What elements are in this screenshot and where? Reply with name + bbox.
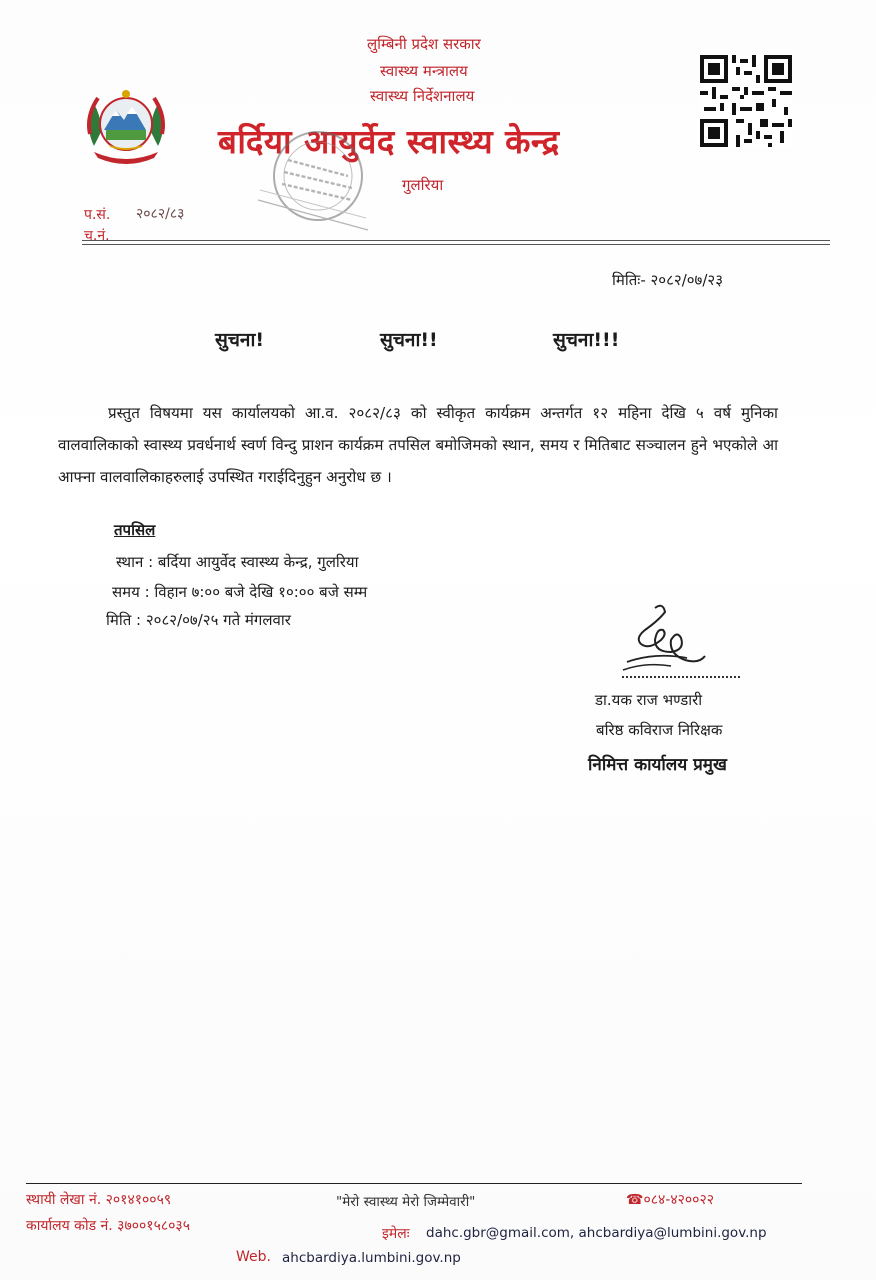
qr-code-icon xyxy=(700,55,792,147)
office-title: बर्दिया आयुर्वेद स्वास्थ्य केन्द्र xyxy=(218,122,560,161)
signatory-role: निमित्त कार्यालय प्रमुख xyxy=(588,755,727,775)
notice-title-3: सुचना!!! xyxy=(553,329,620,351)
details-heading: तपसिल xyxy=(114,521,156,539)
nepal-emblem-icon xyxy=(80,86,172,166)
notice-paragraph: प्रस्तुत विषयमा यस कार्यालयको आ.व. २०८२/८३ को स्वीकृत कार्यक्रम अन्तर्गत १२ महिना देखि ५ वर्ष मुनिका वालवालिकाको स्वास्थ्य प्रवर्धनार्थ स्वर्ण विन्दु प्राशन कार्यक्रम तपसिल बमोजिमको स्थान, समय र मितिबाट सञ्चालन हुने भएकोले आ आफ्ना वालवालिकाहरुलाई उपस्थित गराईदिनुहुन अनुरोध छ । xyxy=(58,404,778,486)
dispatch-no-label: च.नं. xyxy=(84,228,110,244)
signature-icon xyxy=(615,600,715,680)
notice-title-2: सुचना!! xyxy=(380,329,438,351)
footer-phone: ☎०८४-४२००२२ xyxy=(626,1192,715,1208)
footer-email-label: इमेलः xyxy=(382,1226,410,1242)
directorate-line: स्वास्थ्य निर्देशनालय xyxy=(370,87,475,105)
footer-divider xyxy=(26,1183,802,1184)
details-time: समय : विहान ७:०० बजे देखि १०:०० बजे सम्म xyxy=(112,583,368,601)
signatory-name: डा.यक राज भण्डारी xyxy=(595,691,703,709)
letter-date: मितिः- २०८२/०७/२३ xyxy=(612,271,724,289)
official-stamp-icon xyxy=(248,130,378,240)
footer-slogan: "मेरो स्वास्थ्य मेरो जिम्मेवारी" xyxy=(336,1194,476,1210)
footer-pan: स्थायी लेखा नं. २०१४१००५९ xyxy=(26,1192,172,1208)
footer-web-label: Web. xyxy=(236,1249,271,1265)
header-divider xyxy=(82,240,830,241)
signature-line xyxy=(622,676,740,678)
office-location: गुलरिया xyxy=(402,176,444,194)
notice-body xyxy=(58,397,778,493)
footer-website-link[interactable]: ahcbardiya.lumbini.gov.np xyxy=(282,1250,461,1266)
footer-office-code: कार्यालय कोड नं. ३७००१५८०३५ xyxy=(26,1218,190,1234)
notice-title-1: सुचना! xyxy=(215,329,265,351)
footer-emails[interactable]: dahc.gbr@gmail.com, ahcbardiya@lumbini.gov.np xyxy=(426,1225,767,1241)
signatory-designation: बरिष्ठ कविराज निरिक्षक xyxy=(596,721,723,739)
details-place: स्थान : बर्दिया आयुर्वेद स्वास्थ्य केन्द्र, गुलरिया xyxy=(116,553,359,571)
ministry-line: स्वास्थ्य मन्त्रालय xyxy=(380,62,468,80)
header-divider-2 xyxy=(82,244,830,245)
government-line: लुम्बिनी प्रदेश सरकार xyxy=(367,35,481,53)
letter-no-value: २०८२/८३ xyxy=(136,206,185,222)
details-date: मिति : २०८२/०७/२५ गते मंगलवार xyxy=(106,611,291,629)
letter-no-label: प.सं. xyxy=(84,207,111,223)
